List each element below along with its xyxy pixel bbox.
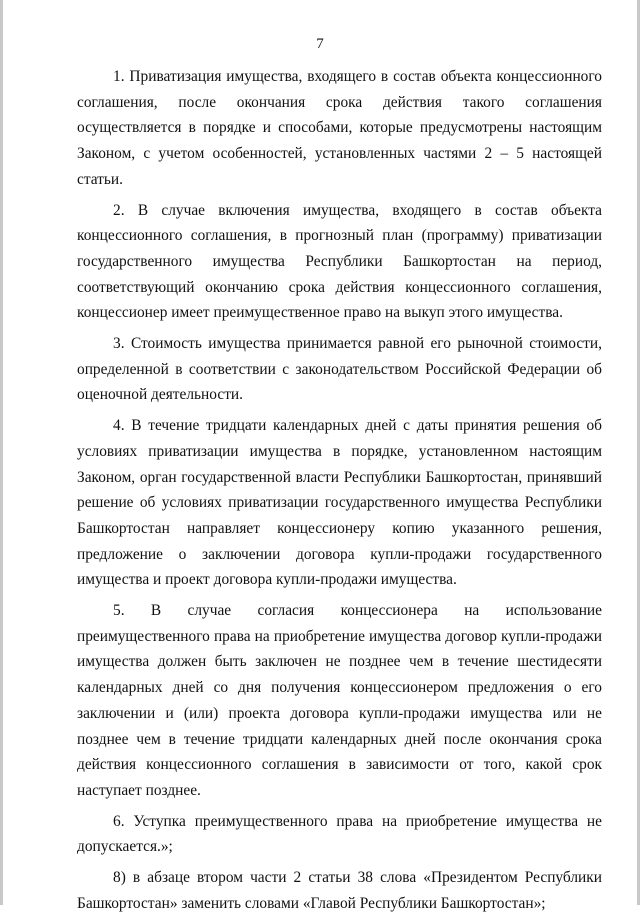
paragraph-4: 4. В течение тридцати календарных дней с даты принятия решения об условиях приватизации имущества в порядке, установленном настоящим Законом, орган государственной власти Республики Башкортостан, принявший решение об условиях приватизации государственного имущества Республики Башкортостан направляет концессионеру копию указанного решения, предложение о заключении договора купли-продажи государственного имущества и проект договора купли-продажи имущества. (77, 417, 602, 589)
paragraph-6: 6. Уступка преимущественного права на приобретение имущества не допускается.»; (77, 812, 602, 856)
paragraph-7: 8) в абзаце втором части 2 статьи 38 слова «Президентом Республики Башкортостан» заменить словами «Главой Республики Башкортостан»; (77, 869, 602, 912)
page-number: 7 (316, 36, 324, 52)
paragraph-1: 1. Приватизация имущества, входящего в состав объекта концессионного соглашения, после окончания срока действия такого соглашения осуществляется в порядке и способами, которые предусмотрены настоящим Законом, с учетом особенностей, установленных частями 2 – 5 настоящей статьи. (77, 68, 602, 188)
paragraph-2: 2. В случае включения имущества, входящего в состав объекта концессионного соглашения, в прогнозный план (программу) приватизации государственного имущества Республики Башкортостан на период, соответствующий окончанию срока действия концессионного соглашения, концессионер имеет преимущественное право на выкуп этого имущества. (77, 201, 602, 322)
document-body (77, 64, 602, 917)
paragraph-5: 5. В случае согласия концессионера на использование преимущественного права на приобретение имущества договор купли-продажи имущества должен быть заключен не позднее чем в течение шестидесяти календарных дней со дня получения концессионером предложения о его заключении и (или) проекта договора купли-продажи имущества или не позднее чем в течение тридцати календарных дней после окончания срока действия концессионного соглашения в зависимости от того, какой срок наступает позднее. (77, 602, 602, 799)
scan-left-edge (0, 0, 3, 905)
paragraph-3: 3. Стоимость имущества принимается равной его рыночной стоимости, определенной в соответствии с законодательством Российской Федерации об оценочной деятельности. (77, 335, 602, 404)
